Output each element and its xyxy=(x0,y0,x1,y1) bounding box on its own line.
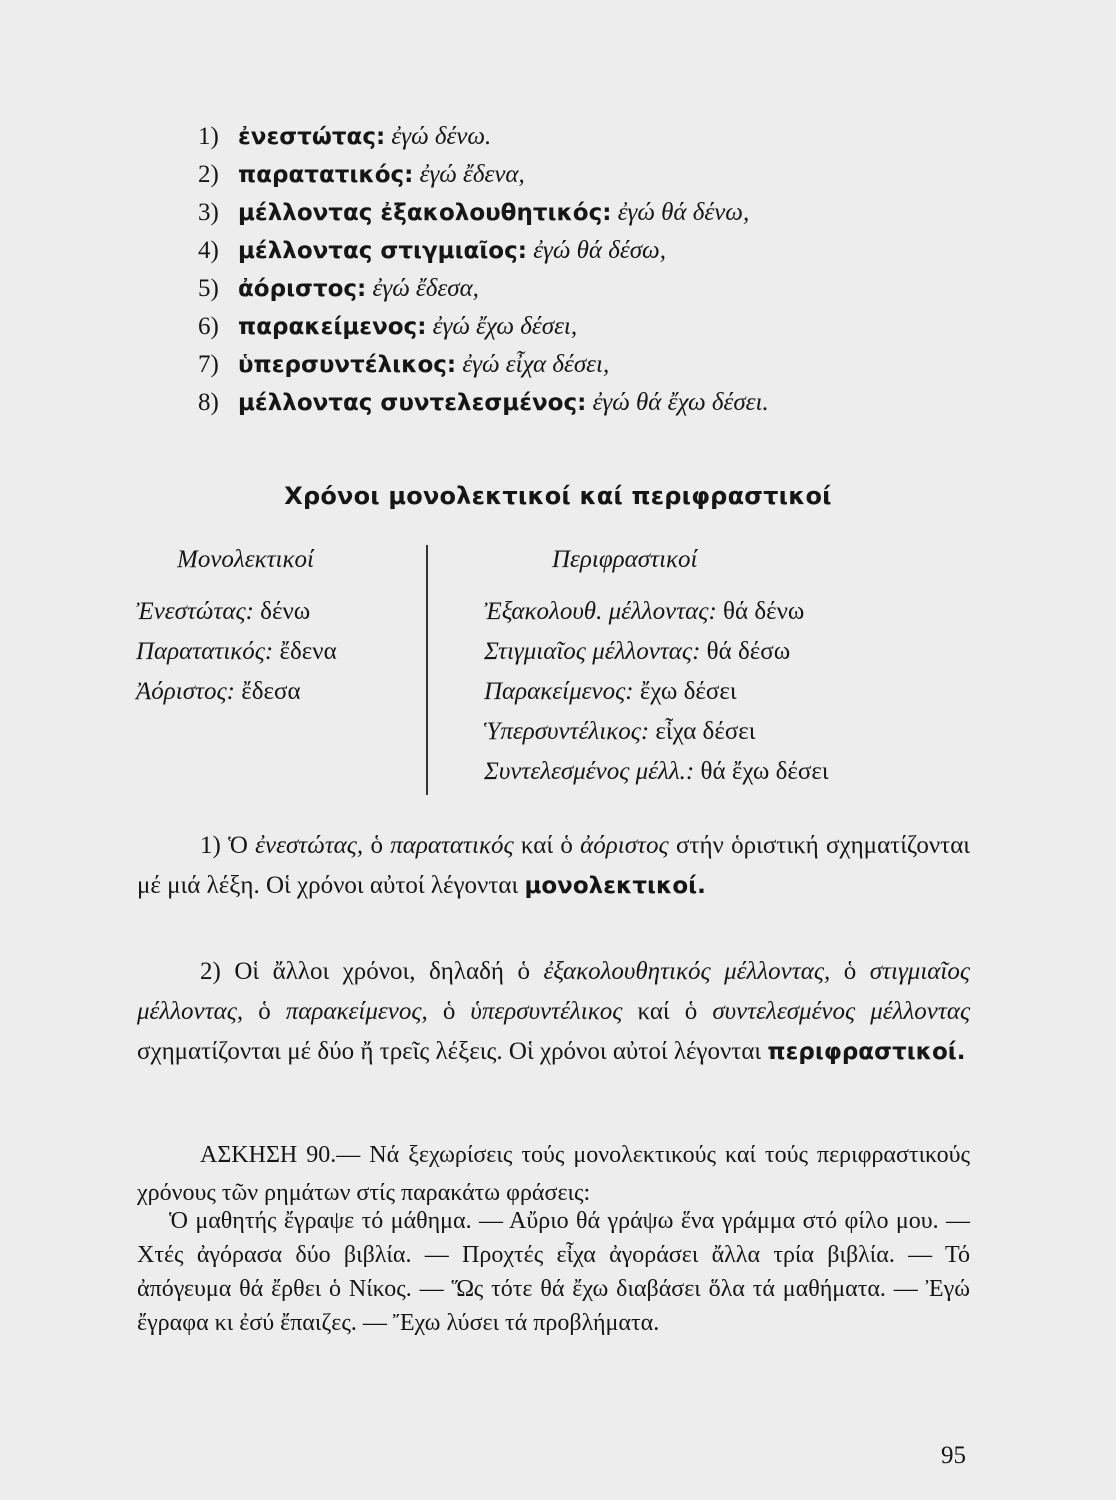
tense-number: 7) xyxy=(198,351,219,378)
tense-example: ἐγώ ἔχω δέσει, xyxy=(432,313,578,340)
tense-list xyxy=(198,118,958,422)
tense-form: ἔδενα xyxy=(279,638,337,665)
tense-form: θά δέσω xyxy=(706,638,791,665)
monolektikoi-list xyxy=(136,592,337,712)
tense-label: Ὑπερσυντέλικος: xyxy=(484,718,650,745)
tense-example: ἐγώ εἶχα δέσει, xyxy=(462,351,610,378)
tense-item xyxy=(198,118,958,156)
tense-example: ἐγώ θά δέσω, xyxy=(533,237,666,264)
right-column-header: Περιφραστικοί xyxy=(552,546,698,573)
tense-item xyxy=(198,232,958,270)
list-item xyxy=(136,632,337,672)
tense-name: μέλλοντας στιγμιαῖος: xyxy=(238,238,527,264)
tense-number: 4) xyxy=(198,237,219,264)
tense-example: ἐγώ ἔδεσα, xyxy=(372,275,479,302)
tense-item xyxy=(198,156,958,194)
tense-number: 5) xyxy=(198,275,219,302)
tense-form: εἶχα δέσει xyxy=(655,718,756,745)
tense-form: θά ἔχω δέσει xyxy=(700,758,829,785)
tense-example: ἐγώ ἔδενα, xyxy=(419,161,525,188)
list-item xyxy=(484,592,829,632)
tense-label: Στιγμιαῖος μέλλοντας: xyxy=(484,638,701,665)
list-item xyxy=(484,752,829,792)
tense-label: Παρατατικός: xyxy=(136,638,274,665)
tense-item xyxy=(198,346,958,384)
tense-example: ἐγώ θά δένω, xyxy=(617,199,750,226)
tense-number: 8) xyxy=(198,389,219,416)
tense-name: μέλλοντας συντελεσμένος: xyxy=(238,390,587,416)
tense-form: ἔχω δέσει xyxy=(639,678,737,705)
tense-item xyxy=(198,270,958,308)
tense-label: Ἐνεστώτας: xyxy=(136,598,254,625)
list-item xyxy=(484,632,829,672)
column-divider xyxy=(426,545,428,795)
tense-number: 6) xyxy=(198,313,219,340)
tense-label: Συντελεσμένος μέλλ.: xyxy=(484,758,695,785)
tense-item xyxy=(198,194,958,232)
tense-name: ὑπερσυντέλικος: xyxy=(238,352,457,378)
exercise-heading: ΑΣΚΗΣΗ 90.— Νά ξεχωρίσεις τούς μονολεκτικούς καί τούς περιφραστικούς χρόνους τῶν ρημάτων στίς παρακάτω φράσεις: xyxy=(137,1142,970,1206)
tense-name: μέλλοντας ἐξακολουθητικός: xyxy=(238,200,612,226)
list-item xyxy=(136,672,337,712)
section-title: Χρόνοι μονολεκτικοί καί περιφραστικοί xyxy=(284,482,832,510)
left-column-header: Μονολεκτικοί xyxy=(177,546,314,573)
tense-form: θά δένω xyxy=(723,598,805,625)
tense-label: Ἀόριστος: xyxy=(136,678,235,705)
paragraph-monolektikoi: 1) Ὁ ἐνεστώτας, ὁ παρατατικός καί ὁ ἀόριστος στήν ὁριστική σχηματίζονται μέ μιά λέξη. Οἱ χρόνοι αὐτοί λέγονται μονολεκτικοί. xyxy=(137,832,971,899)
paragraph-perifrastikoi: 2) Οἱ ἄλλοι χρόνοι, δηλαδή ὁ ἐξακολουθητικός μέλλοντας, ὁ στιγμιαῖος μέλλοντας, ὁ παρακείμενος, ὁ ὑπερσυντέλικος καί ὁ συντελεσμένος μέλλοντας σχηματίζονται μέ δύο ἤ τρεῖς λέξεις. Οἱ χρόνοι αὐτοί λέγονται περιφραστικοί. xyxy=(137,958,971,1065)
tense-form: δένω xyxy=(260,598,311,625)
tense-name: ἀόριστος: xyxy=(238,276,367,302)
tense-item xyxy=(198,384,958,422)
list-item xyxy=(484,712,829,752)
tense-label: Ἐξακολουθ. μέλλοντας: xyxy=(484,598,717,625)
tense-number: 2) xyxy=(198,161,219,188)
tense-form: ἔδεσα xyxy=(241,678,301,705)
tense-label: Παρακείμενος: xyxy=(484,678,634,705)
tense-item xyxy=(198,308,958,346)
list-item xyxy=(484,672,829,712)
list-item xyxy=(136,592,337,632)
tense-name: ἐνεστώτας: xyxy=(238,124,386,150)
tense-number: 1) xyxy=(198,123,219,150)
page-number: 95 xyxy=(941,1442,966,1469)
exercise-body: Ὁ μαθητής ἔγραψε τό μάθημα. — Αὔριο θά γράψω ἕνα γράμμα στό φίλο μου. — Χτές ἀγόρασα δύο βιβλία. — Προχτές εἶχα ἀγοράσει ἄλλα τρία βιβλία. — Τό ἀπόγευμα θά ἔρθει ὁ Νίκος. — Ὥς τότε θά ἔχω διαβάσει ὅλα τά μαθήματα. — Ἐγώ ἔγραφα κι ἐσύ ἔπαιζες. — Ἔχω λύσει τά προβλήματα. xyxy=(137,1208,970,1336)
tense-example: ἐγώ δένω. xyxy=(391,123,492,150)
tense-number: 3) xyxy=(198,199,219,226)
perifrastikoi-list xyxy=(484,592,829,792)
tense-example: ἐγώ θά ἔχω δέσει. xyxy=(592,389,769,416)
tense-name: παρατατικός: xyxy=(238,162,414,188)
tense-name: παρακείμενος: xyxy=(238,314,427,340)
